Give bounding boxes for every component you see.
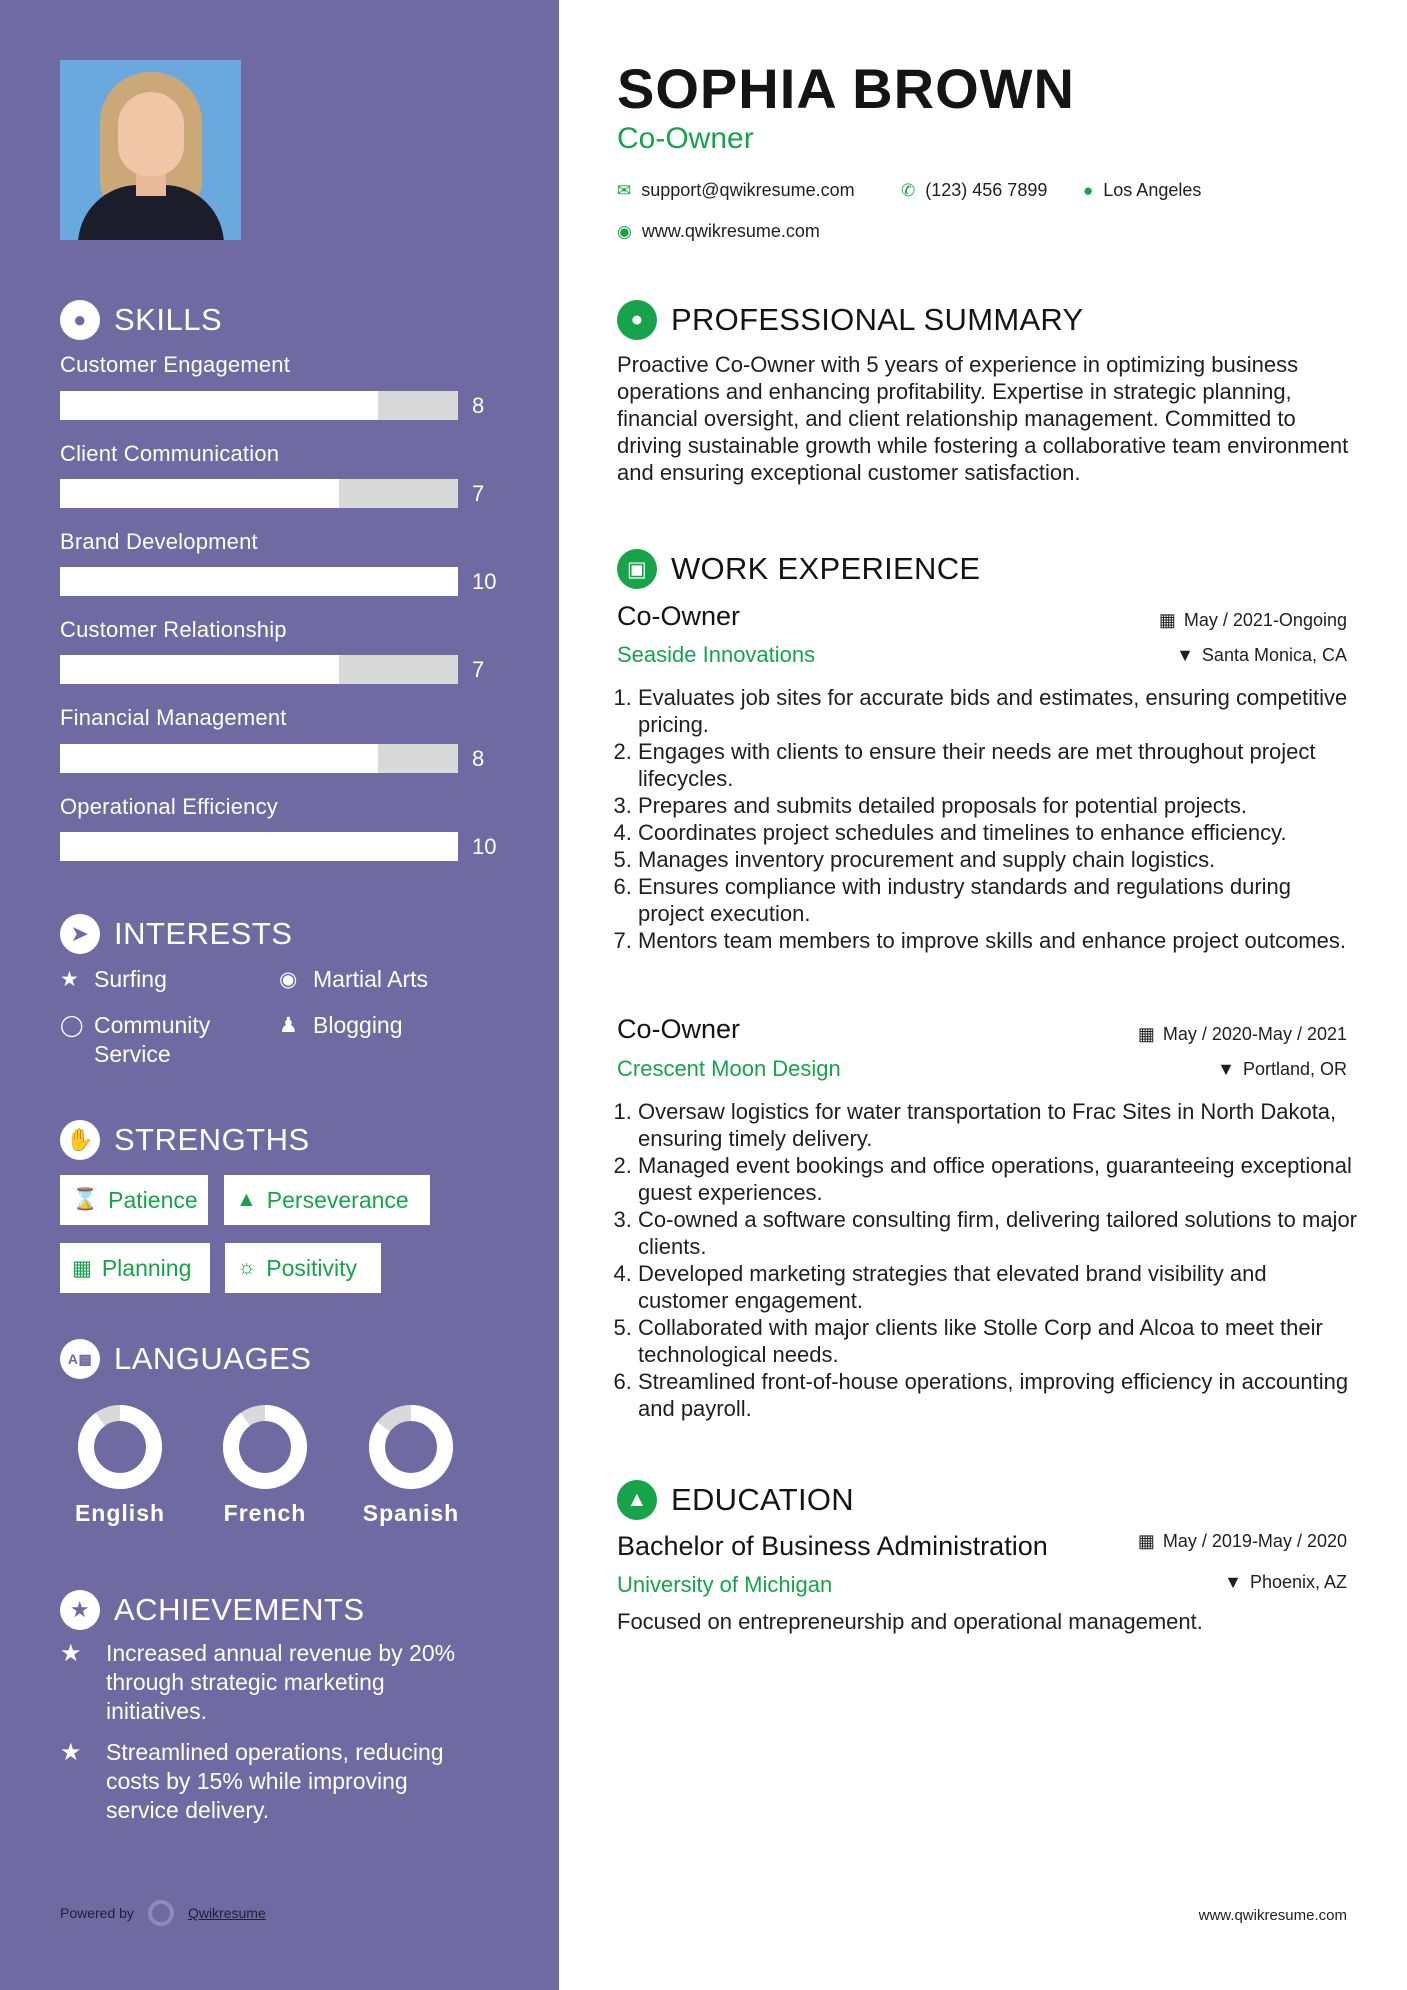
hand-icon: ◯	[60, 1014, 84, 1037]
education-text: Focused on entrepreneurship and operational management.	[617, 1609, 1203, 1634]
language-item	[336, 1402, 486, 1527]
skill-bar	[60, 655, 458, 684]
pin-icon: ▼	[1224, 1572, 1242, 1592]
strengths-heading: ✋ STRENGTHS	[60, 1120, 310, 1160]
skill-bar	[60, 391, 458, 420]
footer-website[interactable]: www.qwikresume.com	[1198, 1907, 1347, 1924]
skill-bar	[60, 567, 458, 596]
job-date: ▦ May / 2020-May / 2021	[1137, 1024, 1347, 1044]
strength-chip: ▦ Planning	[60, 1243, 210, 1293]
skill-name: Operational Efficiency	[60, 794, 278, 819]
language-name: Spanish	[362, 1500, 460, 1526]
powered-by: Powered by Qwikresume	[60, 1900, 266, 1926]
sidebar	[0, 0, 559, 1990]
skill-name: Financial Management	[60, 705, 287, 730]
strength-chip: ⌛ Patience	[60, 1175, 208, 1225]
calendar-icon: ▦	[1158, 610, 1176, 630]
education-date: ▦ May / 2019-May / 2020	[1137, 1531, 1347, 1551]
interest-item: ★ Surfing	[60, 966, 167, 992]
language-item	[45, 1402, 195, 1527]
users-icon: ♟	[279, 1014, 298, 1037]
language-icon: A▩	[60, 1339, 100, 1379]
shooting-star-icon: ★	[60, 1640, 82, 1667]
skill-name: Customer Engagement	[60, 352, 291, 377]
duty-item: 3. Co-owned a software consulting firm, delivering tailored solutions to major clients.	[638, 1206, 1358, 1260]
skill-name: Customer Relationship	[60, 617, 287, 642]
duty-item: 2. Engages with clients to ensure their needs are met throughout project lifecycles.	[638, 738, 1358, 792]
language-ring	[220, 1402, 310, 1492]
skill-name: Client Communication	[60, 441, 280, 466]
pin-icon: ▼	[1176, 645, 1194, 665]
contact-website	[617, 221, 820, 242]
calendar-icon: ▦	[1137, 1531, 1155, 1551]
job-title: Co-Owner	[617, 1014, 741, 1044]
calendar-icon: ▦	[1137, 1024, 1155, 1044]
skill-value: 8	[472, 393, 485, 418]
duty-item: 3. Prepares and submits detailed proposals for potential projects.	[638, 792, 1358, 819]
lightbulb-icon: ●	[60, 300, 100, 340]
summary-heading: ● PROFESSIONAL SUMMARY	[617, 300, 1084, 340]
candidate-role: Co-Owner	[617, 122, 754, 155]
languages-heading: A▩ LANGUAGES	[60, 1339, 311, 1379]
experience-heading: ▣ WORK EXPERIENCE	[617, 549, 980, 589]
job-location: ▼ Santa Monica, CA	[1176, 645, 1347, 665]
strength-chip: ☼ Positivity	[225, 1243, 381, 1293]
road-icon: ▲	[236, 1188, 257, 1211]
award-icon: ★	[60, 1590, 100, 1630]
interest-item: ◯ Community Service	[60, 1012, 211, 1067]
map-pin-icon: ●	[1083, 180, 1094, 200]
education-location: ▼ Phoenix, AZ	[1224, 1572, 1347, 1592]
star-icon: ★	[60, 968, 79, 991]
website-link[interactable]: www.qwikresume.com	[641, 221, 820, 241]
fist-icon: ✋	[60, 1120, 100, 1160]
qwikresume-logo-icon	[148, 1900, 174, 1926]
job-date: ▦ May / 2021-Ongoing	[1158, 610, 1347, 630]
skill-value: 7	[472, 481, 485, 506]
skill-value: 7	[472, 657, 485, 682]
contact-location: ● Los Angeles	[1083, 180, 1202, 200]
duty-item: 4. Developed marketing strategies that elevated brand visibility and customer engagement.	[638, 1260, 1358, 1314]
language-ring	[366, 1402, 456, 1492]
language-name: English	[74, 1500, 166, 1526]
duty-item: 4. Coordinates project schedules and timelines to enhance efficiency.	[638, 819, 1358, 846]
duty-item: 6. Ensures compliance with industry standards and regulations during project execution.	[638, 873, 1358, 927]
contact-email	[617, 180, 855, 201]
skill-value: 10	[472, 569, 497, 594]
candidate-name: SOPHIA BROWN	[617, 57, 1075, 120]
phone-icon: ✆	[901, 180, 916, 200]
language-name: French	[223, 1500, 307, 1526]
paper-plane-icon: ➤	[60, 914, 100, 954]
skill-value: 10	[472, 834, 497, 859]
duty-item: 1. Evaluates job sites for accurate bids and estimates, ensuring competitive pricing.	[638, 684, 1358, 738]
interest-item: ◉ Martial Arts	[279, 966, 429, 992]
company-name: Crescent Moon Design	[617, 1056, 841, 1081]
company-name: Seaside Innovations	[617, 642, 816, 667]
email-link[interactable]: support@qwikresume.com	[641, 180, 855, 200]
skill-value: 8	[472, 746, 485, 771]
achievement-item: ★ Streamlined operations, reducing costs by 15% while improving service delivery.	[60, 1739, 444, 1823]
achievements-heading: ★ ACHIEVEMENTS	[60, 1590, 365, 1630]
job-location: ▼ Portland, OR	[1217, 1059, 1347, 1079]
skill-name: Brand Development	[60, 529, 258, 554]
language-ring	[75, 1402, 165, 1492]
duty-item: 2. Managed event bookings and office operations, guaranteeing exceptional guest experiences.	[638, 1152, 1358, 1206]
skill-bar	[60, 832, 458, 861]
briefcase-icon: ▣	[617, 549, 657, 589]
shooting-star-icon: ★	[60, 1739, 82, 1766]
hourglass-icon: ⌛	[72, 1188, 99, 1211]
education-heading: ▲ EDUCATION	[617, 1480, 854, 1520]
achievement-item: ★ Increased annual revenue by 20% through strategic marketing initiatives.	[60, 1640, 456, 1724]
envelope-icon: ✉	[617, 180, 632, 200]
duty-item: 6. Streamlined front-of-house operations, improving efficiency in accounting and payroll.	[638, 1368, 1358, 1422]
main-content	[559, 0, 1407, 1990]
skill-bar	[60, 744, 458, 773]
graduation-cap-icon: ▲	[617, 1480, 657, 1520]
degree-title: Bachelor of Business Administration	[617, 1531, 1048, 1561]
profile-photo	[60, 60, 241, 240]
duty-item: 5. Manages inventory procurement and supply chain logistics.	[638, 846, 1358, 873]
skill-bar	[60, 479, 458, 508]
interests-heading: ➤ INTERESTS	[60, 914, 292, 954]
globe-icon: ◉	[279, 968, 298, 991]
school-name: University of Michigan	[617, 1572, 833, 1597]
language-item	[190, 1402, 340, 1527]
skills-heading: ● SKILLS	[60, 300, 222, 340]
interest-item: ♟ Blogging	[279, 1012, 403, 1038]
sun-icon: ☼	[237, 1256, 257, 1279]
qwikresume-link[interactable]: Qwikresume	[187, 1905, 266, 1921]
job-title: Co-Owner	[617, 601, 741, 631]
contact-phone: ✆ (123) 456 7899	[901, 180, 1048, 200]
strength-chip: ▲ Perseverance	[224, 1175, 430, 1225]
job-duties	[608, 1098, 1358, 1422]
duty-item: 7. Mentors team members to improve skills and enhance project outcomes.	[638, 927, 1358, 954]
summary-text: Proactive Co-Owner with 5 years of experience in optimizing business operations and enhancing profitability. Expertise in strategic planning, financial oversight, and client relationship management. Committed to driving sustainable growth while fostering a collaborative team environment and ensuring exceptional customer satisfaction.	[617, 352, 1349, 485]
globe-icon: ◉	[617, 221, 632, 241]
user-icon: ●	[617, 300, 657, 340]
calendar-icon: ▦	[72, 1256, 92, 1280]
duty-item: 1. Oversaw logistics for water transportation to Frac Sites in North Dakota, ensuring timely delivery.	[638, 1098, 1358, 1152]
job-duties	[608, 684, 1358, 954]
pin-icon: ▼	[1217, 1059, 1235, 1079]
duty-item: 5. Collaborated with major clients like Stolle Corp and Alcoa to meet their technological needs.	[638, 1314, 1358, 1368]
